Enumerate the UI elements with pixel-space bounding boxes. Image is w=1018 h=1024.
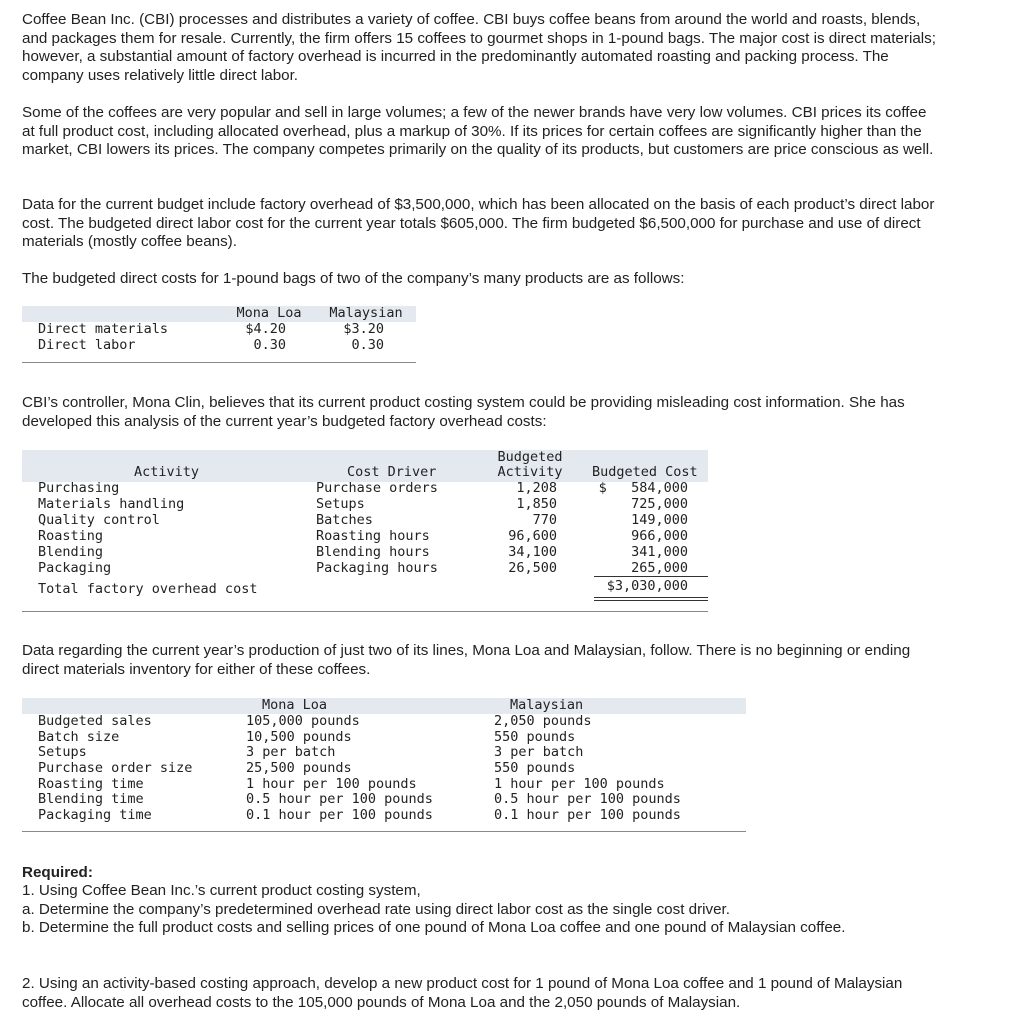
row-label: Blending time xyxy=(38,791,144,807)
row-label: Direct materials xyxy=(38,321,169,337)
row-label: Batch size xyxy=(38,729,120,745)
header-malaysian: Malaysian xyxy=(510,697,584,713)
header-malaysian: Malaysian xyxy=(329,305,403,321)
cell-malaysian: 0.1 hour per 100 pounds xyxy=(494,807,681,823)
total-value: $3,030,000 xyxy=(606,578,688,594)
header-cost-driver: Cost Driver xyxy=(347,464,437,480)
budgeted-cost: $ 584,000 xyxy=(598,480,688,496)
cell-mona: 10,500 pounds xyxy=(246,729,352,745)
activity-qty: 26,500 xyxy=(508,560,557,576)
header-mona-loa: Mona Loa xyxy=(236,305,302,321)
cell-malaysian: 550 pounds xyxy=(494,760,576,776)
row-label: Purchase order size xyxy=(38,760,193,776)
row-label: Direct labor xyxy=(38,337,136,353)
row-label: Setups xyxy=(38,744,87,760)
controller-paragraph: CBI’s controller, Mona Clin, believes that its current product costing system could be providing misleading cost information. She has developed this analysis of the current year’s budgeted factory overhead costs: xyxy=(22,394,905,430)
activity-name: Packaging xyxy=(38,560,112,576)
activity-qty: 770 xyxy=(532,512,557,528)
header-activity: Activity xyxy=(134,464,200,480)
activity-qty: 34,100 xyxy=(508,544,557,560)
intro-paragraph: Coffee Bean Inc. (CBI) processes and distributes a variety of coffee. CBI buys coffee beans from around the world and roasts, blends, and packages them for resale. Currently, the firm offers 15 coffees to gourmet shops in 1-pound bags. The major cost is direct materials; however, a substantial amount of factory overhead is incurred in the predominantly automated roasting and packing process. The company uses relatively little direct labor. xyxy=(22,11,936,84)
cell-malaysian: 1 hour per 100 pounds xyxy=(494,776,665,792)
budgeted-cost: 725,000 xyxy=(631,496,688,512)
cost-driver: Blending hours xyxy=(316,544,430,560)
cost-driver: Batches xyxy=(316,512,373,528)
cell-malaysian: 550 pounds xyxy=(494,729,576,745)
cost-driver: Purchase orders xyxy=(316,480,438,496)
header-mona-loa: Mona Loa xyxy=(262,697,328,713)
activity-qty: 96,600 xyxy=(508,528,557,544)
activity-name: Purchasing xyxy=(38,480,120,496)
cost-driver: Roasting hours xyxy=(316,528,430,544)
budgeted-cost: 149,000 xyxy=(631,512,688,528)
activity-name: Quality control xyxy=(38,512,160,528)
pricing-paragraph: Some of the coffees are very popular and sell in large volumes; a few of the newer brands have very low volumes. CBI prices its coffee at full product cost, including allocated overhead, plus a markup of 30%. If its prices for certain coffees are significantly higher than the market, CBI lowers its prices. The company competes primarily on the quality of its products, but customers are price conscious as well. xyxy=(22,104,934,158)
cell-mona: 0.30 xyxy=(253,337,286,353)
activity-name: Blending xyxy=(38,544,104,560)
row-label: Roasting time xyxy=(38,776,144,792)
header-activity-qty: Activity xyxy=(497,464,563,480)
cell-malaysian: 3 per batch xyxy=(494,744,584,760)
activity-qty: 1,850 xyxy=(516,496,557,512)
budgeted-cost: 341,000 xyxy=(631,544,688,560)
question-1b: b. Determine the full product costs and selling prices of one pound of Mona Loa coffee and one pound of Malaysian coffee. xyxy=(22,919,846,936)
cell-malaysian: 2,050 pounds xyxy=(494,713,592,729)
cell-mona: $4.20 xyxy=(245,321,286,337)
question-1a: a. Determine the company’s predetermined overhead rate using direct labor cost as the single cost driver. xyxy=(22,901,730,918)
row-label: Packaging time xyxy=(38,807,152,823)
total-label: Total factory overhead cost xyxy=(38,581,258,597)
cell-mona: 105,000 pounds xyxy=(246,713,360,729)
cell-mona: 0.1 hour per 100 pounds xyxy=(246,807,433,823)
activity-qty: 1,208 xyxy=(516,480,557,496)
question-2: 2. Using an activity-based costing approach, develop a new product cost for 1 pound of Mona Loa coffee and 1 pound of Malaysian coffee. Allocate all overhead costs to the 105,000 pounds of Mona Loa and the 2,050 pounds of Malaysian. xyxy=(22,975,903,1011)
activity-name: Roasting xyxy=(38,528,104,544)
cell-malaysian: 0.30 xyxy=(351,337,384,353)
budgeted-cost: 265,000 xyxy=(631,560,688,576)
row-label: Budgeted sales xyxy=(38,713,152,729)
cell-mona: 0.5 hour per 100 pounds xyxy=(246,791,433,807)
activity-name: Materials handling xyxy=(38,496,185,512)
budget-paragraph: Data for the current budget include factory overhead of $3,500,000, which has been allocated on the basis of each product’s direct labor cost. The budgeted direct labor cost for the current year totals $605,000. The firm budgeted $6,500,000 for purchase and use of direct materials (mostly coffee beans). xyxy=(22,196,935,250)
cell-mona: 3 per batch xyxy=(246,744,336,760)
header-budgeted-cost: Budgeted Cost xyxy=(592,464,698,480)
production-paragraph: Data regarding the current year’s production of just two of its lines, Mona Loa and Malaysian, follow. There is no beginning or ending direct materials inventory for either of these coffees. xyxy=(22,642,911,678)
cell-mona: 1 hour per 100 pounds xyxy=(246,776,417,792)
cell-malaysian: $3.20 xyxy=(343,321,384,337)
cost-driver: Packaging hours xyxy=(316,560,438,576)
header-budgeted: Budgeted xyxy=(497,449,563,465)
cost-driver: Setups xyxy=(316,496,365,512)
cell-mona: 25,500 pounds xyxy=(246,760,352,776)
direct-costs-intro: The budgeted direct costs for 1-pound bags of two of the company’s many products are as follows: xyxy=(22,270,685,287)
required-heading: Required: xyxy=(22,864,93,881)
cell-malaysian: 0.5 hour per 100 pounds xyxy=(494,791,681,807)
budgeted-cost: 966,000 xyxy=(631,528,688,544)
question-1: 1. Using Coffee Bean Inc.’s current product costing system, xyxy=(22,882,421,899)
